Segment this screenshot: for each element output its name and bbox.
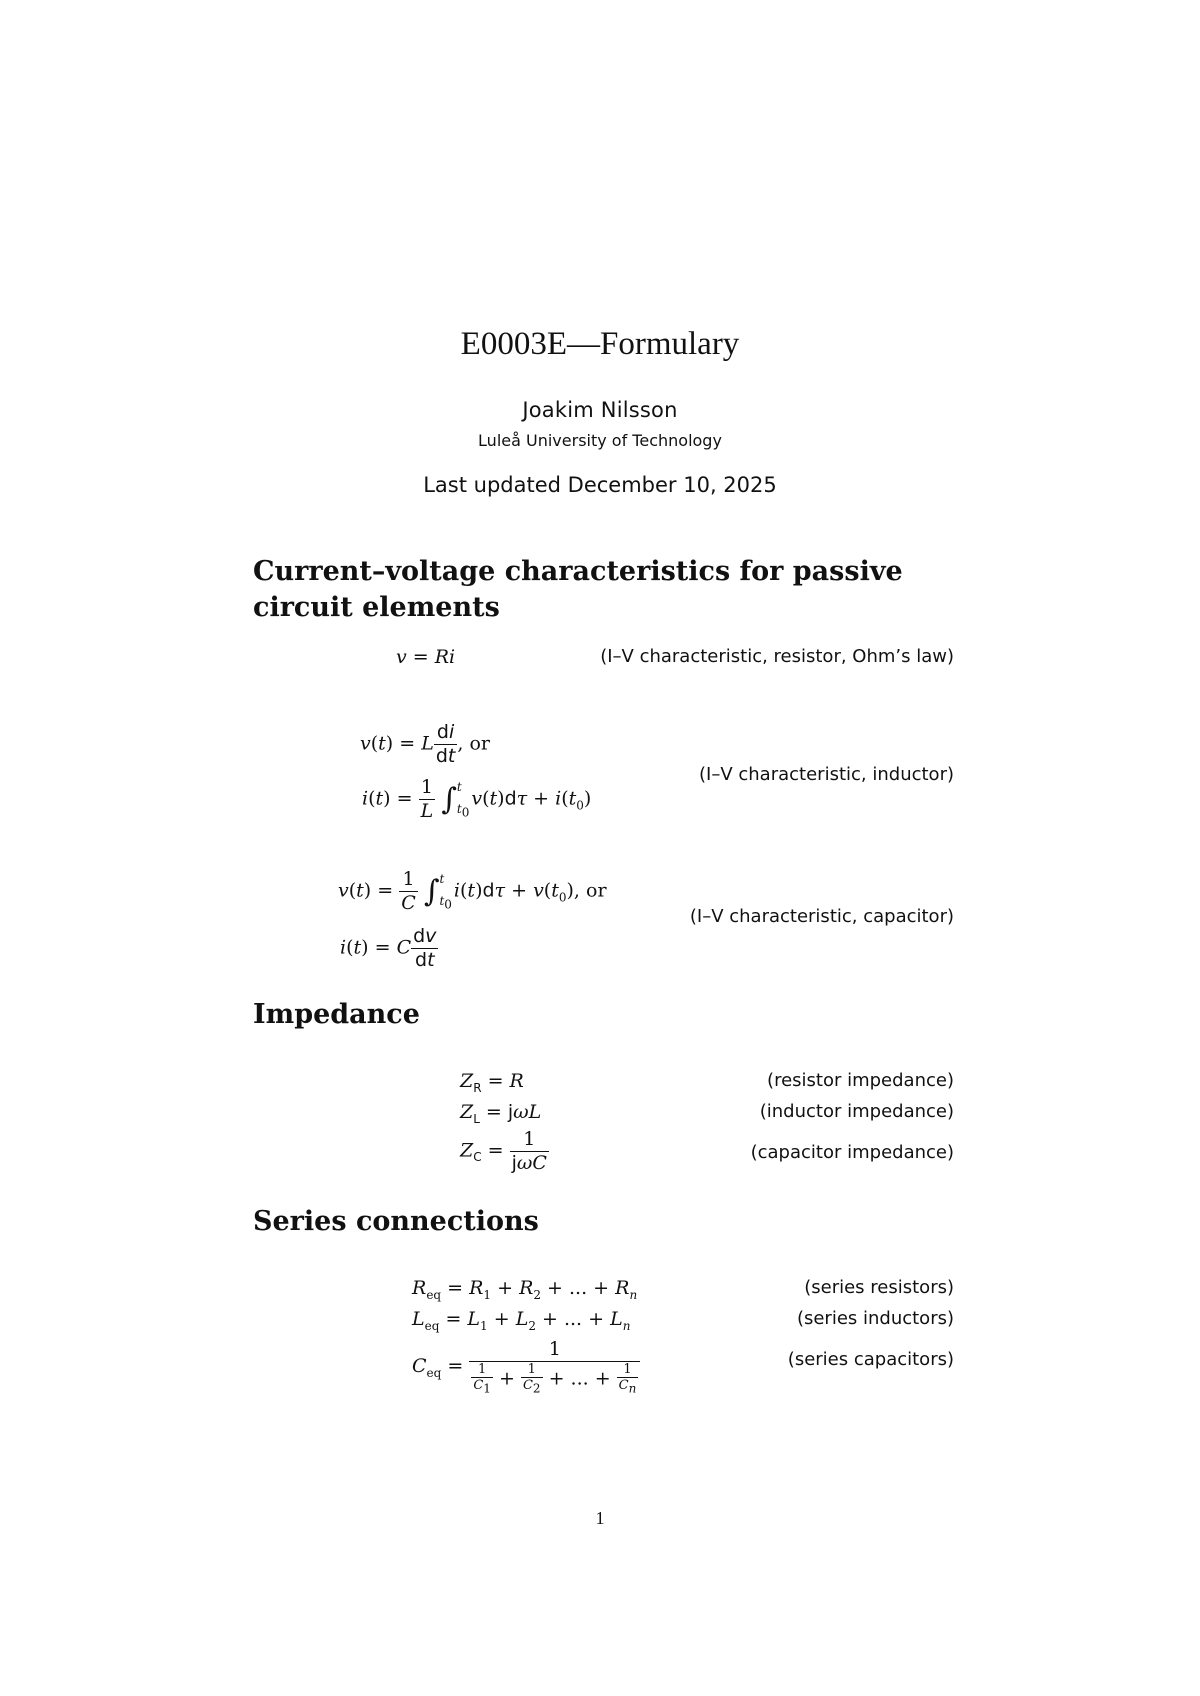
connector-or: , or xyxy=(457,732,490,755)
section-heading-iv: Current–voltage characteristics for passive circuit elements xyxy=(253,556,903,623)
equation-inductor-impedance: $Z_L = j\omega L$ xyxy=(460,1101,542,1126)
equation-series-inductors: $L_{eq} = L_1 + L_2$ + ... + $L_n$ xyxy=(412,1308,631,1333)
equation-inductor-current: i(t) = $\frac{1}{L}$ ∫t $t_0v(t)d\tau + i(t_0)$ xyxy=(362,776,592,823)
equation-series-resistors: $R_{eq} = R_1 + R_2$ + ... + $R_n$ xyxy=(412,1277,638,1302)
label-series-resistors: (series resistors) xyxy=(804,1277,954,1298)
equation-series-capacitors: $C_{eq}$ = 1 $\frac{1}{C_1}$ + $\frac{1}{C_2}$ + ... + $\frac{1}{C_n}$ xyxy=(412,1338,640,1396)
label-resistor-impedance: (resistor impedance) xyxy=(767,1070,954,1091)
equation-resistor-impedance: $Z_R = R$ xyxy=(460,1070,524,1095)
page-number: 1 xyxy=(595,1508,605,1528)
label-capacitor-impedance: (capacitor impedance) xyxy=(750,1142,954,1163)
last-updated-date: Last updated December 10, 2025 xyxy=(423,473,777,497)
equation-capacitor-impedance: $Z_C$ = $\frac{1}{\text{jωC}}$ xyxy=(460,1128,547,1174)
section-heading-series: Series connections xyxy=(253,1206,539,1237)
equation-capacitor-current: i(t) = C $\frac{dv}{dt}$ xyxy=(340,925,437,971)
label-inductor-impedance: (inductor impedance) xyxy=(759,1101,954,1122)
equation-inductor-voltage: v(t) = L $\frac{di}{dt}$ , or xyxy=(360,721,490,767)
label-capacitor-iv: (I–V characteristic, capacitor) xyxy=(689,906,954,927)
equation-capacitor-voltage: v(t) = $\frac{1}{C}$ ∫t $t_0i(t)d\tau + v(t_0)$, or xyxy=(338,868,607,915)
author-name: Joakim Nilsson xyxy=(522,398,678,422)
label-series-capacitors: (series capacitors) xyxy=(787,1349,954,1370)
connector-or-2: , or xyxy=(573,879,607,902)
label-ohms-law: (I–V characteristic, resistor, Ohm’s law) xyxy=(600,646,954,667)
document-title: E0003E—Formulary xyxy=(460,326,740,362)
section-heading-impedance: Impedance xyxy=(253,999,420,1030)
label-inductor-iv: (I–V characteristic, inductor) xyxy=(699,764,954,785)
affiliation: Luleå University of Technology xyxy=(478,431,722,450)
equation-ohms-law: v = Ri xyxy=(396,646,456,668)
label-series-inductors: (series inductors) xyxy=(796,1308,954,1329)
